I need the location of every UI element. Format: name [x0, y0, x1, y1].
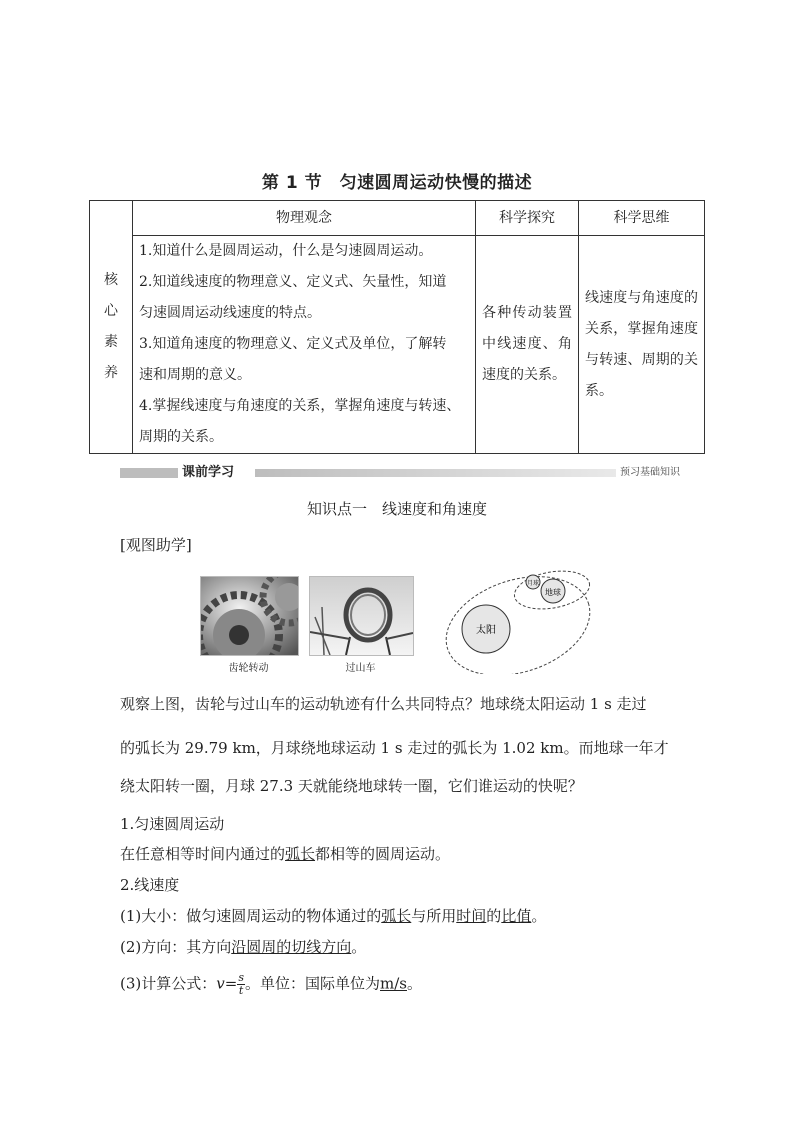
roller-coaster-illustration [309, 576, 414, 656]
knowledge-point-heading: 知识点一 线速度和角速度 [306, 500, 487, 518]
formula-equals: = [224, 974, 238, 993]
text: 的 [486, 907, 502, 925]
side-label-cell [90, 201, 133, 454]
heading-linear-velocity: 2.线速度 [120, 876, 180, 894]
question-line-2: 的弧长为 29.79 km，月球绕地球运动 1 s 走过的弧长为 1.02 km。而地球一年才 [120, 739, 669, 757]
moon-label: 月球 [526, 580, 540, 587]
core-literacy-table [89, 200, 705, 454]
text: (2)方向：其方向 [120, 938, 232, 956]
text: 都相等的圆周运动。 [315, 845, 451, 863]
section-bar-label: 课前学习 [182, 465, 235, 480]
fraction [237, 972, 245, 997]
concept-line: 速和周期的意义。 [139, 367, 251, 383]
question-line-1: 观察上图，齿轮与过山车的运动轨迹有什么共同特点？地球绕太阳运动 1 s 走过 [120, 695, 647, 713]
roller-coaster-image [309, 576, 412, 654]
scientific-inquiry-cell: 各种传动装置中线速度、角速度的关系。 [476, 236, 579, 454]
orbit-diagram [430, 568, 596, 674]
section-bar-gradient [255, 469, 675, 477]
concept-line: 4.掌握线速度与角速度的关系，掌握角速度与转速、 [139, 398, 461, 414]
concept-line: 3.知道角速度的物理意义、定义式及单位，了解转 [139, 336, 447, 352]
linear-velocity-direction [120, 936, 680, 958]
gear-illustration [200, 576, 299, 656]
side-char: 心 [104, 303, 118, 319]
section-bar-left-block [120, 468, 178, 478]
gear-caption: 齿轮转动 [228, 663, 269, 674]
section-bar [120, 464, 680, 482]
roller-coaster-caption: 过山车 [345, 663, 376, 674]
heading-uniform-circular-motion: 1.匀速圆周运动 [120, 815, 225, 833]
fraction-denominator: t [238, 984, 244, 997]
underlined-term: m/s [379, 974, 407, 993]
underlined-term: 沿圆周的切线方向 [231, 938, 352, 956]
fraction-numerator: s [238, 971, 244, 984]
section-bar-right-label: 预习基础知识 [616, 464, 680, 482]
underlined-term: 时间 [456, 907, 487, 925]
concept-line: 2.知道线速度的物理意义、定义式、矢量性，知道 [139, 274, 447, 290]
underlined-term: 比值 [501, 907, 532, 925]
physics-concept-cell [133, 236, 476, 454]
side-char: 素 [104, 334, 118, 350]
underlined-term: 弧长 [381, 907, 412, 925]
text: 。单位：国际单位为 [244, 974, 380, 993]
header-physics-concept: 物理观念 [133, 201, 476, 236]
concept-line: 1.知道什么是圆周运动，什么是匀速圆周运动。 [139, 243, 433, 259]
text: 。 [351, 938, 367, 956]
scientific-thinking-cell: 线速度与角速度的关系，掌握角速度与转速、周期的关系。 [579, 236, 705, 454]
gear-image [200, 576, 297, 654]
text: 与所用 [411, 907, 457, 925]
page-title: 第 1 节 匀速圆周运动快慢的描述 [261, 173, 533, 193]
side-char: 养 [104, 365, 118, 381]
side-char: 核 [104, 272, 118, 288]
text: 。 [531, 907, 547, 925]
concept-line: 匀速圆周运动线速度的特点。 [139, 305, 321, 321]
text: 在任意相等时间内通过的 [120, 845, 286, 863]
text: (1)大小：做匀速圆周运动的物体通过的 [120, 907, 382, 925]
formula-v: v [216, 974, 225, 993]
underlined-term: 弧长 [285, 845, 316, 863]
linear-velocity-magnitude [120, 905, 680, 927]
definition-uniform-circular-motion [120, 843, 680, 865]
concept-line: 周期的关系。 [139, 429, 223, 445]
text: 。 [406, 974, 422, 993]
header-scientific-inquiry: 科学探究 [476, 201, 579, 236]
earth-label: 地球 [545, 588, 561, 597]
linear-velocity-formula [120, 972, 680, 997]
header-scientific-thinking: 科学思维 [579, 201, 705, 236]
sun-label: 太阳 [476, 625, 496, 636]
question-line-3: 绕太阳转一圈，月球 27.3 天就能绕地球转一圈，它们谁运动的快呢？ [120, 777, 583, 795]
observe-label: [观图助学] [120, 536, 192, 554]
text: (3)计算公式： [120, 974, 217, 993]
